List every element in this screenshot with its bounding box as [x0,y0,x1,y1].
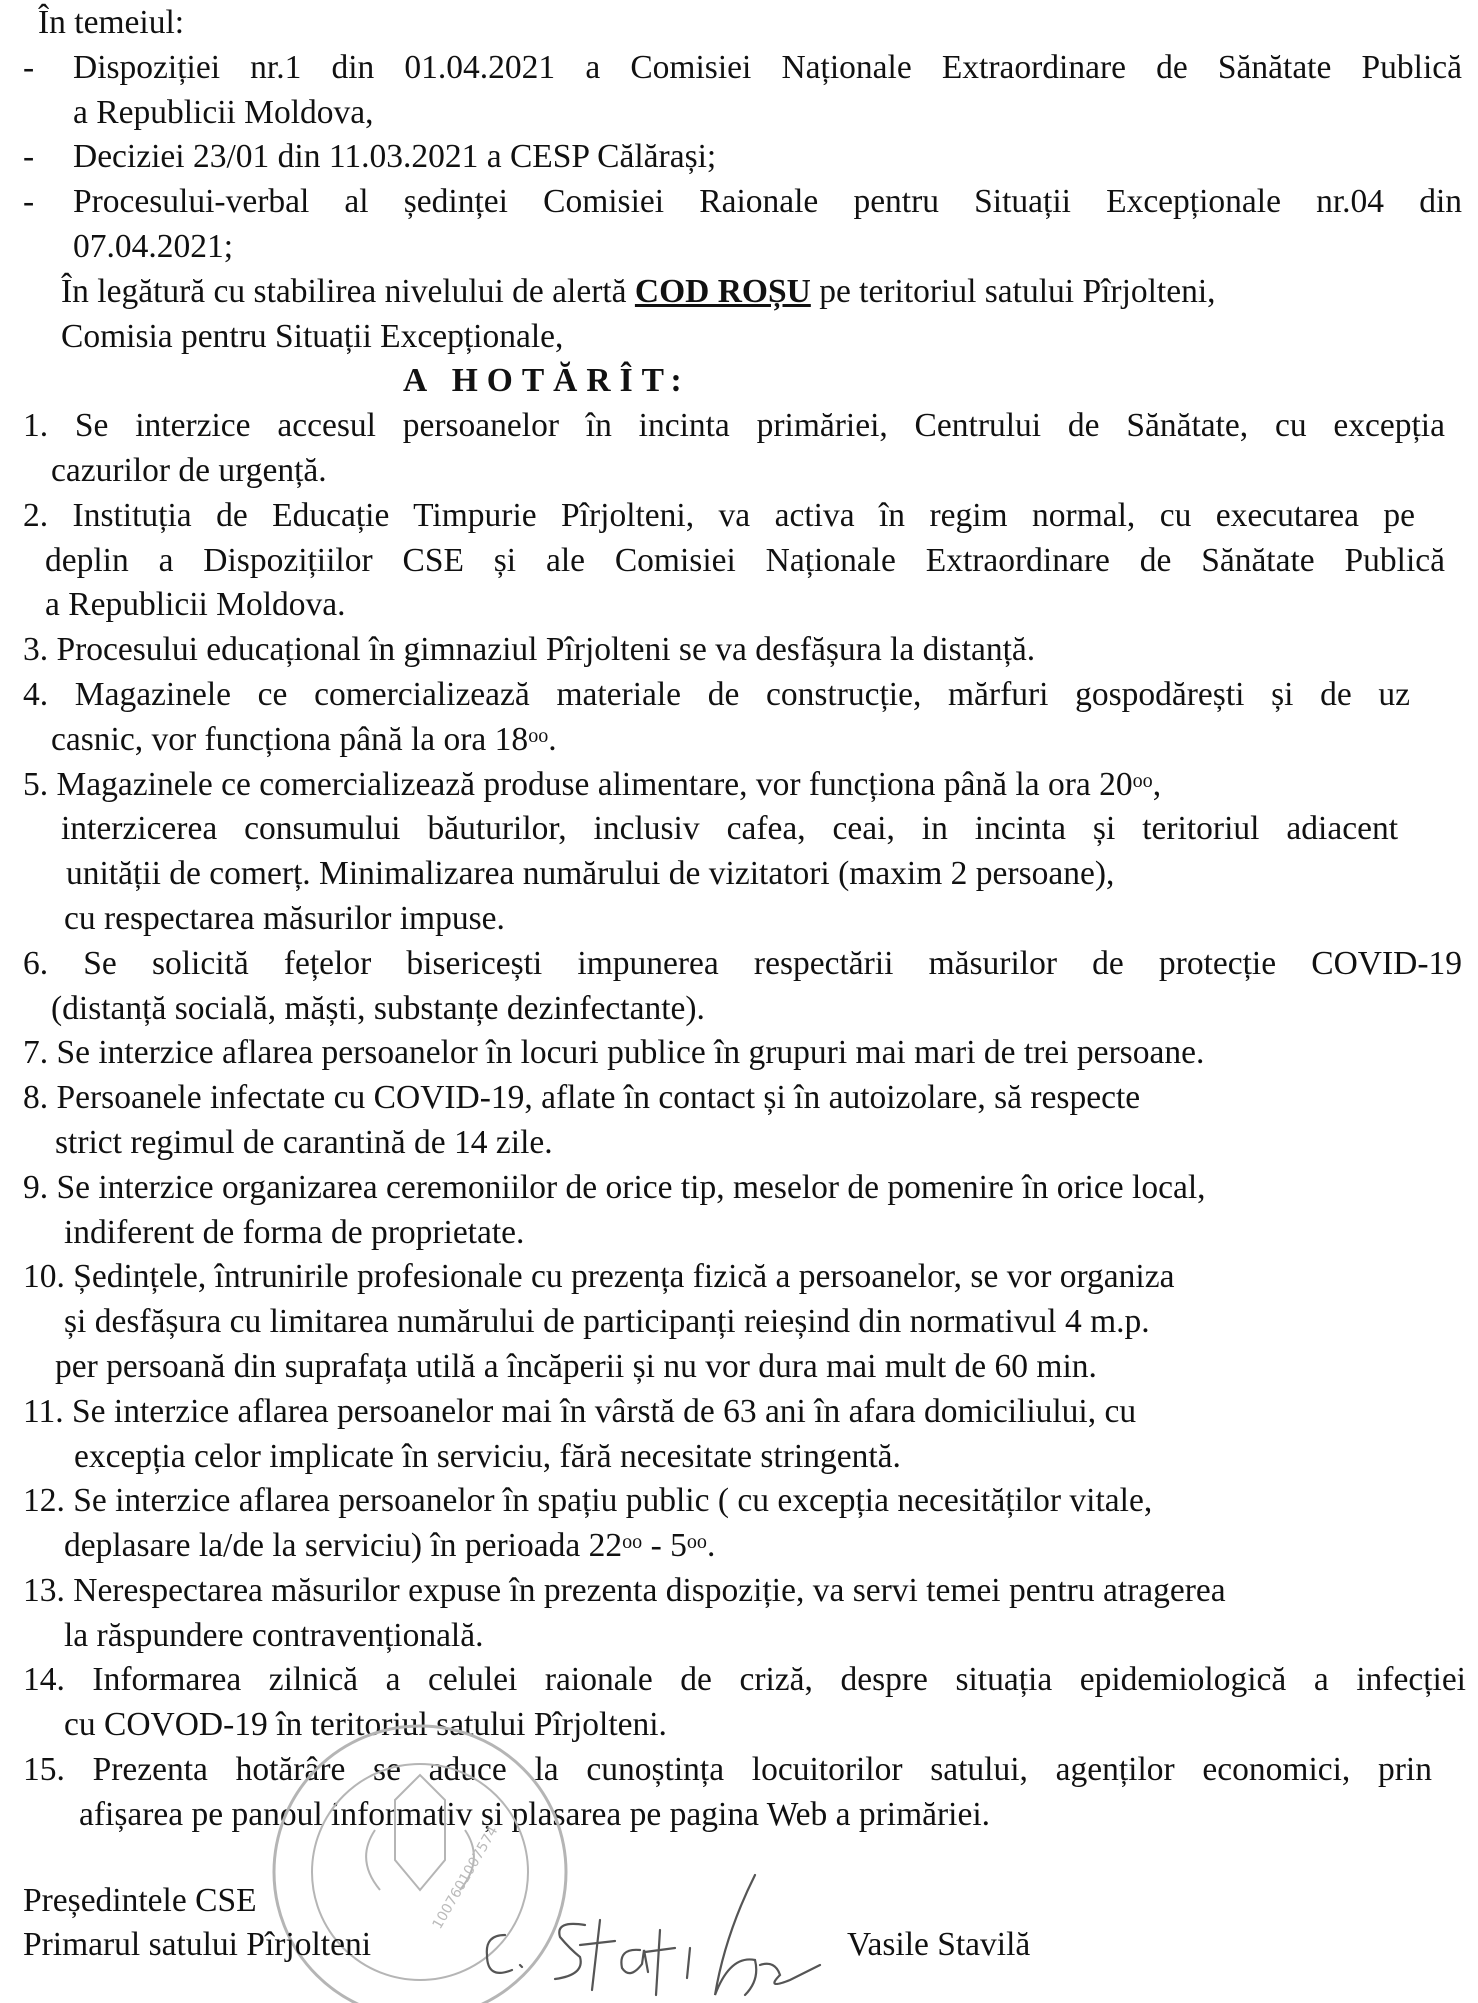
list-item: 13. Nerespectarea măsurilor expuse în prezenta dispoziție, va servi temei pentru atragerea [23,1571,1226,1609]
text-line [0,1524,1478,1569]
list-item: 11. Se interzice aflarea persoanelor mai în vârstă de 63 ani în afara domiciliului, cu [23,1392,1137,1430]
text-span: pe teritoriul satului Pîrjolteni, [810,272,1216,310]
list-item: 14. Informarea zilnică a celulei raionale de criză, despre situația epidemiologică a infecției [23,1661,1466,1699]
alert-code: COD ROȘU [634,272,811,310]
list-item: 9. Se interzice organizarea ceremoniilor de orice tip, meselor de pomenire în orice local, [23,1168,1206,1206]
text-line: cu COVOD-19 în teritoriul satului Pîrjolteni. [64,1706,667,1744]
list-item: 3. Procesului educațional în gimnaziul Pîrjolteni se va desfășura la distanță. [23,631,1036,669]
text-line: Procesului-verbal al ședinței Comisiei Raionale pentru Situații Excepționale nr.04 din [73,183,1462,221]
text-line: la răspundere contravențională. [64,1616,484,1654]
text-line [0,270,1478,315]
text-line: interzicerea consumului băuturilor, inclusiv cafea, ceai, in incinta și teritoriul adiacent [61,810,1398,848]
list-item: 6. Se solicită fețelor bisericești impunerea respectării măsurilor de protecție COVID-19 [23,944,1462,982]
text-span: . [706,1527,716,1565]
list-item: 8. Persoanele infectate cu COVID-19, aflate în contact și în autoizolare, să respecte [23,1079,1141,1117]
superscript: oo [528,724,549,747]
text-line: cazurilor de urgență. [51,451,327,489]
text-line: strict regimul de carantină de 14 zile. [55,1123,553,1161]
text-span: . [548,720,557,758]
text-line: În temeiul: [38,4,185,41]
text-span: casnic, vor funcționa până la ora 18 [51,720,529,758]
text-line: a Republicii Moldova, [73,93,374,131]
text-line: Comisia pentru Situații Excepționale, [61,317,564,355]
list-item: 15. Prezenta hotărâre se aduce la cunoștința locuitorilor satului, agenților economici, prin [23,1751,1432,1789]
list-item: 10. Ședințele, întrunirile profesionale cu prezența fizică a persoanelor, se vor organiza [23,1258,1175,1296]
text-line: per persoană din suprafața utilă a încăperii și nu vor dura mai mult de 60 min. [55,1347,1097,1385]
text-line: și desfășura cu limitarea numărului de participanți reieșind din normativul 4 m.p. [64,1303,1150,1341]
text-span: În legătură cu stabilirea nivelului de alertă [61,272,635,310]
text-line: Deciziei 23/01 din 11.03.2021 a CESP Călărași; [73,138,717,176]
text-line [0,718,1478,763]
handwritten-signature-icon [487,1875,820,1995]
signatory-role-chair: Președintele CSE [23,1882,257,1919]
text-span: - 5 [642,1527,687,1565]
list-item [0,46,1462,91]
text-line: afișarea pe panoul informativ și plasarea pe pagina Web a primăriei. [79,1795,991,1833]
text-line: (distanță socială, măști, substanțe dezinfectante). [51,989,705,1027]
document-body [0,1,1478,1838]
text-span: 5. Magazinele ce comercializează produse alimentare, vor funcționa până la ora 20 [23,765,1133,803]
signatory-name: Vasile Stavilă [847,1926,1031,1963]
text-line: excepția celor implicate în serviciu, fără necesitate stringentă. [74,1437,901,1475]
text-line: unității de comerț. Minimalizarea numărului de vizitatori (maxim 2 persoane), [66,855,1115,893]
list-item: 4. Magazinele ce comercializează materiale de construcție, mărfuri gospodărești și de uz [23,675,1410,713]
superscript: oo [1132,769,1153,792]
text-span: , [1152,765,1162,803]
list-item: 7. Se interzice aflarea persoanelor în locuri publice în grupuri mai mari de trei persoane. [23,1034,1205,1072]
text-line: a Republicii Moldova. [45,586,346,624]
signatory-role-mayor: Primarul satului Pîrjolteni [23,1926,372,1963]
list-item: 2. Instituția de Educație Timpurie Pîrjolteni, va activa în regim normal, cu executarea pe [23,496,1415,534]
text-line: Dispoziției nr.1 din 01.04.2021 a Comisiei Naționale Extraordinare de Sănătate Publică [73,48,1462,86]
decision-heading: A HOTĂRÎT: [403,362,691,400]
text-line: cu respectarea măsurilor impuse. [64,899,505,937]
superscript: oo [622,1531,643,1554]
text-line: indiferent de forma de proprietate. [64,1213,525,1251]
dash: - [23,48,35,86]
list-item [0,763,1478,808]
text-span: deplasare la/de la serviciu) în perioada 22 [64,1527,623,1565]
dash: - [23,183,35,221]
svg-text:1007601007574: 1007601007574 [429,1823,502,1932]
superscript: oo [686,1531,707,1554]
list-item [0,135,1478,180]
list-item [0,180,1462,225]
text-line: 07.04.2021; [73,227,234,265]
text-line: deplin a Dispozițiilor CSE și ale Comisiei Naționale Extraordinare de Sănătate Publică [45,541,1445,579]
dash: - [23,138,35,176]
list-item: 1. Se interzice accesul persoanelor în incinta primăriei, Centrului de Sănătate, cu excepția [23,407,1445,445]
list-item: 12. Se interzice aflarea persoanelor în spațiu public ( cu excepția necesităților vitale, [23,1482,1153,1520]
